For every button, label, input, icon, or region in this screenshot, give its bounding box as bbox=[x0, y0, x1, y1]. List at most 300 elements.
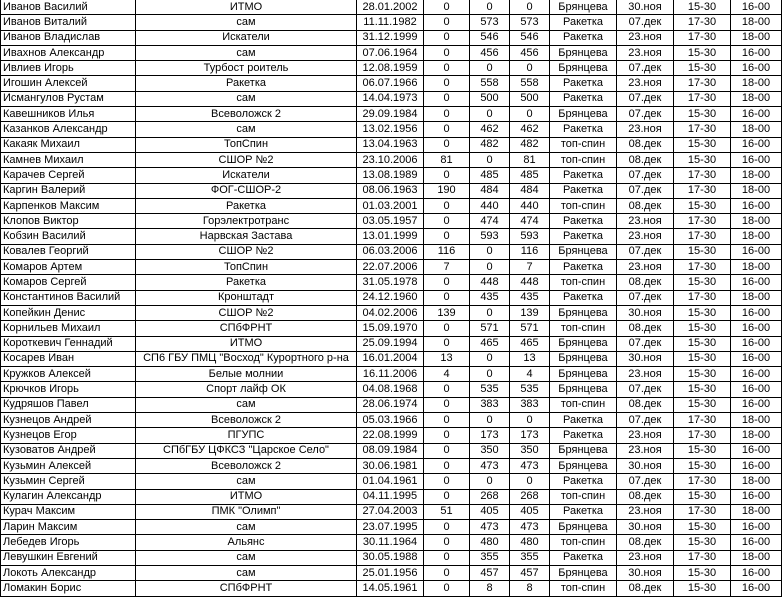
cell-rating-total[interactable]: 350 bbox=[510, 443, 550, 458]
cell-birth-date[interactable]: 24.12.1960 bbox=[357, 290, 424, 305]
cell-registration-time[interactable]: 15-30 bbox=[674, 336, 731, 351]
cell-tournament-date[interactable]: 30.ноя bbox=[617, 351, 674, 366]
cell-registration-time[interactable]: 17-30 bbox=[674, 474, 731, 489]
cell-rating-a[interactable]: 0 bbox=[424, 550, 470, 565]
cell-start-time[interactable]: 16-00 bbox=[731, 489, 782, 504]
cell-venue[interactable]: Брянцева bbox=[550, 443, 617, 458]
cell-venue[interactable]: Брянцева bbox=[550, 244, 617, 259]
cell-birth-date[interactable]: 28.01.2002 bbox=[357, 0, 424, 15]
cell-rating-a[interactable]: 139 bbox=[424, 305, 470, 320]
cell-birth-date[interactable]: 08.06.1963 bbox=[357, 183, 424, 198]
cell-rating-b[interactable]: 173 bbox=[470, 428, 510, 443]
cell-rating-b[interactable]: 448 bbox=[470, 275, 510, 290]
cell-tournament-date[interactable]: 23.ноя bbox=[617, 76, 674, 91]
cell-player-name[interactable]: Кузнецов Андрей bbox=[1, 413, 136, 428]
cell-player-name[interactable]: Карпенков Максим bbox=[1, 198, 136, 213]
cell-club[interactable]: Ракетка bbox=[136, 275, 357, 290]
cell-registration-time[interactable]: 15-30 bbox=[674, 581, 731, 596]
cell-rating-b[interactable]: 0 bbox=[470, 152, 510, 167]
cell-tournament-date[interactable]: 23.ноя bbox=[617, 428, 674, 443]
cell-birth-date[interactable]: 01.03.2001 bbox=[357, 198, 424, 213]
cell-venue[interactable]: Брянцева bbox=[550, 565, 617, 580]
cell-club[interactable]: ТопСпин bbox=[136, 260, 357, 275]
cell-birth-date[interactable]: 28.06.1974 bbox=[357, 397, 424, 412]
cell-tournament-date[interactable]: 07.дек bbox=[617, 61, 674, 76]
cell-rating-total[interactable]: 448 bbox=[510, 275, 550, 290]
cell-start-time[interactable]: 18-00 bbox=[731, 260, 782, 275]
cell-rating-a[interactable]: 0 bbox=[424, 520, 470, 535]
cell-rating-b[interactable]: 546 bbox=[470, 30, 510, 45]
cell-rating-b[interactable]: 435 bbox=[470, 290, 510, 305]
cell-tournament-date[interactable]: 07.дек bbox=[617, 15, 674, 30]
cell-registration-time[interactable]: 15-30 bbox=[674, 45, 731, 60]
cell-club[interactable]: сам bbox=[136, 550, 357, 565]
cell-rating-b[interactable]: 8 bbox=[470, 581, 510, 596]
cell-birth-date[interactable]: 29.09.1984 bbox=[357, 107, 424, 122]
cell-start-time[interactable]: 16-00 bbox=[731, 367, 782, 382]
cell-rating-total[interactable]: 435 bbox=[510, 290, 550, 305]
cell-registration-time[interactable]: 17-30 bbox=[674, 214, 731, 229]
cell-tournament-date[interactable]: 08.дек bbox=[617, 198, 674, 213]
cell-registration-time[interactable]: 15-30 bbox=[674, 0, 731, 15]
cell-rating-a[interactable]: 0 bbox=[424, 198, 470, 213]
cell-tournament-date[interactable]: 23.ноя bbox=[617, 260, 674, 275]
cell-player-name[interactable]: Комаров Сергей bbox=[1, 275, 136, 290]
cell-venue[interactable]: Ракетка bbox=[550, 15, 617, 30]
cell-rating-a[interactable]: 0 bbox=[424, 45, 470, 60]
cell-birth-date[interactable]: 06.07.1966 bbox=[357, 76, 424, 91]
cell-venue[interactable]: Ракетка bbox=[550, 168, 617, 183]
cell-tournament-date[interactable]: 23.ноя bbox=[617, 122, 674, 137]
cell-player-name[interactable]: Кулагин Александр bbox=[1, 489, 136, 504]
cell-rating-a[interactable]: 0 bbox=[424, 290, 470, 305]
cell-tournament-date[interactable]: 08.дек bbox=[617, 275, 674, 290]
cell-registration-time[interactable]: 15-30 bbox=[674, 137, 731, 152]
cell-rating-total[interactable]: 485 bbox=[510, 168, 550, 183]
cell-club[interactable]: Искатели bbox=[136, 168, 357, 183]
cell-rating-b[interactable]: 355 bbox=[470, 550, 510, 565]
cell-club[interactable]: сам bbox=[136, 397, 357, 412]
cell-start-time[interactable]: 18-00 bbox=[731, 214, 782, 229]
cell-birth-date[interactable]: 15.09.1970 bbox=[357, 321, 424, 336]
cell-rating-a[interactable]: 0 bbox=[424, 275, 470, 290]
cell-birth-date[interactable]: 04.08.1968 bbox=[357, 382, 424, 397]
cell-player-name[interactable]: Иванов Виталий bbox=[1, 15, 136, 30]
cell-birth-date[interactable]: 31.12.1999 bbox=[357, 30, 424, 45]
cell-rating-a[interactable]: 0 bbox=[424, 91, 470, 106]
cell-venue[interactable]: Ракетка bbox=[550, 122, 617, 137]
cell-venue[interactable]: Брянцева bbox=[550, 336, 617, 351]
cell-venue[interactable]: Ракетка bbox=[550, 428, 617, 443]
cell-venue[interactable]: Брянцева bbox=[550, 107, 617, 122]
cell-venue[interactable]: Ракетка bbox=[550, 183, 617, 198]
cell-player-name[interactable]: Локоть Александр bbox=[1, 565, 136, 580]
cell-birth-date[interactable]: 23.10.2006 bbox=[357, 152, 424, 167]
cell-start-time[interactable]: 18-00 bbox=[731, 91, 782, 106]
cell-rating-b[interactable]: 0 bbox=[470, 305, 510, 320]
cell-club[interactable]: сам bbox=[136, 520, 357, 535]
cell-venue[interactable]: Брянцева bbox=[550, 382, 617, 397]
cell-rating-total[interactable]: 473 bbox=[510, 520, 550, 535]
cell-rating-a[interactable]: 7 bbox=[424, 260, 470, 275]
cell-rating-b[interactable]: 405 bbox=[470, 504, 510, 519]
cell-rating-total[interactable]: 480 bbox=[510, 535, 550, 550]
cell-birth-date[interactable]: 30.05.1988 bbox=[357, 550, 424, 565]
cell-start-time[interactable]: 16-00 bbox=[731, 397, 782, 412]
cell-registration-time[interactable]: 15-30 bbox=[674, 198, 731, 213]
cell-rating-total[interactable]: 0 bbox=[510, 413, 550, 428]
cell-club[interactable]: сам bbox=[136, 91, 357, 106]
cell-venue[interactable]: Ракетка bbox=[550, 413, 617, 428]
cell-rating-total[interactable]: 268 bbox=[510, 489, 550, 504]
cell-registration-time[interactable]: 15-30 bbox=[674, 397, 731, 412]
cell-player-name[interactable]: Короткевич Геннадий bbox=[1, 336, 136, 351]
cell-tournament-date[interactable]: 08.дек bbox=[617, 397, 674, 412]
cell-tournament-date[interactable]: 23.ноя bbox=[617, 30, 674, 45]
cell-birth-date[interactable]: 22.07.2006 bbox=[357, 260, 424, 275]
cell-birth-date[interactable]: 14.05.1961 bbox=[357, 581, 424, 596]
cell-rating-total[interactable]: 405 bbox=[510, 504, 550, 519]
cell-rating-a[interactable]: 0 bbox=[424, 565, 470, 580]
cell-rating-total[interactable]: 473 bbox=[510, 458, 550, 473]
cell-rating-total[interactable]: 139 bbox=[510, 305, 550, 320]
cell-club[interactable]: СШОР №2 bbox=[136, 152, 357, 167]
cell-venue[interactable]: Брянцева bbox=[550, 351, 617, 366]
cell-start-time[interactable]: 16-00 bbox=[731, 61, 782, 76]
cell-player-name[interactable]: Исмангулов Рустам bbox=[1, 91, 136, 106]
cell-start-time[interactable]: 18-00 bbox=[731, 504, 782, 519]
cell-rating-b[interactable]: 474 bbox=[470, 214, 510, 229]
cell-rating-total[interactable]: 0 bbox=[510, 107, 550, 122]
cell-start-time[interactable]: 16-00 bbox=[731, 0, 782, 15]
cell-registration-time[interactable]: 15-30 bbox=[674, 107, 731, 122]
cell-start-time[interactable]: 16-00 bbox=[731, 305, 782, 320]
cell-tournament-date[interactable]: 23.ноя bbox=[617, 550, 674, 565]
cell-tournament-date[interactable]: 23.ноя bbox=[617, 214, 674, 229]
cell-club[interactable]: Искатели bbox=[136, 30, 357, 45]
cell-rating-total[interactable]: 173 bbox=[510, 428, 550, 443]
cell-venue[interactable]: Брянцева bbox=[550, 458, 617, 473]
cell-club[interactable]: ИТМО bbox=[136, 336, 357, 351]
cell-registration-time[interactable]: 15-30 bbox=[674, 520, 731, 535]
cell-player-name[interactable]: Косарев Иван bbox=[1, 351, 136, 366]
cell-tournament-date[interactable]: 07.дек bbox=[617, 244, 674, 259]
cell-rating-b[interactable]: 268 bbox=[470, 489, 510, 504]
cell-tournament-date[interactable]: 08.дек bbox=[617, 535, 674, 550]
cell-rating-a[interactable]: 0 bbox=[424, 581, 470, 596]
cell-rating-b[interactable]: 383 bbox=[470, 397, 510, 412]
cell-registration-time[interactable]: 17-30 bbox=[674, 229, 731, 244]
cell-club[interactable]: Ракетка bbox=[136, 198, 357, 213]
cell-rating-a[interactable]: 81 bbox=[424, 152, 470, 167]
cell-rating-b[interactable]: 482 bbox=[470, 137, 510, 152]
cell-club[interactable]: сам bbox=[136, 565, 357, 580]
cell-start-time[interactable]: 16-00 bbox=[731, 198, 782, 213]
cell-player-name[interactable]: Камнев Михаил bbox=[1, 152, 136, 167]
cell-club[interactable]: СП6 ГБУ ПМЦ "Восход" Курортного р-на bbox=[136, 351, 357, 366]
cell-player-name[interactable]: Кавешников Илья bbox=[1, 107, 136, 122]
cell-rating-b[interactable]: 571 bbox=[470, 321, 510, 336]
cell-rating-b[interactable]: 473 bbox=[470, 458, 510, 473]
cell-club[interactable]: ПМК "Олимп" bbox=[136, 504, 357, 519]
cell-club[interactable]: Спорт лайф ОК bbox=[136, 382, 357, 397]
cell-rating-a[interactable]: 0 bbox=[424, 458, 470, 473]
cell-player-name[interactable]: Клопов Виктор bbox=[1, 214, 136, 229]
cell-rating-a[interactable]: 0 bbox=[424, 214, 470, 229]
cell-registration-time[interactable]: 17-30 bbox=[674, 15, 731, 30]
cell-rating-a[interactable]: 0 bbox=[424, 30, 470, 45]
cell-start-time[interactable]: 16-00 bbox=[731, 336, 782, 351]
cell-start-time[interactable]: 18-00 bbox=[731, 30, 782, 45]
cell-player-name[interactable]: Корнильев Михаил bbox=[1, 321, 136, 336]
cell-tournament-date[interactable]: 07.дек bbox=[617, 382, 674, 397]
cell-rating-a[interactable]: 0 bbox=[424, 443, 470, 458]
cell-tournament-date[interactable]: 07.дек bbox=[617, 474, 674, 489]
cell-tournament-date[interactable]: 30.ноя bbox=[617, 458, 674, 473]
cell-rating-b[interactable]: 465 bbox=[470, 336, 510, 351]
cell-tournament-date[interactable]: 07.дек bbox=[617, 91, 674, 106]
cell-start-time[interactable]: 18-00 bbox=[731, 183, 782, 198]
cell-venue[interactable]: Ракетка bbox=[550, 30, 617, 45]
cell-rating-b[interactable]: 0 bbox=[470, 474, 510, 489]
cell-rating-total[interactable]: 535 bbox=[510, 382, 550, 397]
cell-start-time[interactable]: 16-00 bbox=[731, 565, 782, 580]
cell-start-time[interactable]: 18-00 bbox=[731, 290, 782, 305]
cell-rating-b[interactable]: 350 bbox=[470, 443, 510, 458]
cell-tournament-date[interactable]: 07.дек bbox=[617, 107, 674, 122]
cell-tournament-date[interactable]: 23.ноя bbox=[617, 45, 674, 60]
cell-start-time[interactable]: 16-00 bbox=[731, 275, 782, 290]
cell-registration-time[interactable]: 15-30 bbox=[674, 351, 731, 366]
cell-tournament-date[interactable]: 23.ноя bbox=[617, 443, 674, 458]
cell-rating-a[interactable]: 0 bbox=[424, 474, 470, 489]
cell-rating-b[interactable]: 440 bbox=[470, 198, 510, 213]
cell-player-name[interactable]: Какаяк Михаил bbox=[1, 137, 136, 152]
cell-club[interactable]: Турбост роитель bbox=[136, 61, 357, 76]
cell-club[interactable]: ИТМО bbox=[136, 489, 357, 504]
cell-registration-time[interactable]: 15-30 bbox=[674, 275, 731, 290]
cell-venue[interactable]: топ-спин bbox=[550, 137, 617, 152]
cell-club[interactable]: Ракетка bbox=[136, 76, 357, 91]
cell-rating-b[interactable]: 0 bbox=[470, 0, 510, 15]
cell-rating-b[interactable]: 535 bbox=[470, 382, 510, 397]
cell-birth-date[interactable]: 04.11.1995 bbox=[357, 489, 424, 504]
cell-tournament-date[interactable]: 30.ноя bbox=[617, 565, 674, 580]
cell-player-name[interactable]: Левушкин Евгений bbox=[1, 550, 136, 565]
cell-birth-date[interactable]: 01.04.1961 bbox=[357, 474, 424, 489]
cell-birth-date[interactable]: 03.05.1957 bbox=[357, 214, 424, 229]
cell-start-time[interactable]: 16-00 bbox=[731, 152, 782, 167]
cell-player-name[interactable]: Ларин Максим bbox=[1, 520, 136, 535]
cell-venue[interactable]: Брянцева bbox=[550, 61, 617, 76]
cell-player-name[interactable]: Каргин Валерий bbox=[1, 183, 136, 198]
cell-club[interactable]: Белые молнии bbox=[136, 367, 357, 382]
cell-venue[interactable]: топ-спин bbox=[550, 152, 617, 167]
cell-player-name[interactable]: Комаров Артем bbox=[1, 260, 136, 275]
cell-player-name[interactable]: Ивлиев Игорь bbox=[1, 61, 136, 76]
cell-rating-total[interactable]: 462 bbox=[510, 122, 550, 137]
cell-player-name[interactable]: Курач Максим bbox=[1, 504, 136, 519]
cell-birth-date[interactable]: 16.01.2004 bbox=[357, 351, 424, 366]
cell-player-name[interactable]: Казанков Александр bbox=[1, 122, 136, 137]
cell-rating-b[interactable]: 485 bbox=[470, 168, 510, 183]
cell-rating-total[interactable]: 355 bbox=[510, 550, 550, 565]
cell-birth-date[interactable]: 05.03.1966 bbox=[357, 413, 424, 428]
cell-tournament-date[interactable]: 08.дек bbox=[617, 489, 674, 504]
cell-tournament-date[interactable]: 08.дек bbox=[617, 581, 674, 596]
cell-club[interactable]: Альянс bbox=[136, 535, 357, 550]
cell-registration-time[interactable]: 15-30 bbox=[674, 244, 731, 259]
cell-player-name[interactable]: Крючков Игорь bbox=[1, 382, 136, 397]
cell-start-time[interactable]: 16-00 bbox=[731, 107, 782, 122]
cell-club[interactable]: ТопСпин bbox=[136, 137, 357, 152]
cell-tournament-date[interactable]: 07.дек bbox=[617, 336, 674, 351]
cell-player-name[interactable]: Кузнецов Егор bbox=[1, 428, 136, 443]
cell-rating-total[interactable]: 0 bbox=[510, 61, 550, 76]
cell-venue[interactable]: Ракетка bbox=[550, 504, 617, 519]
cell-player-name[interactable]: Кузоватов Андрей bbox=[1, 443, 136, 458]
cell-rating-a[interactable]: 51 bbox=[424, 504, 470, 519]
cell-birth-date[interactable]: 06.03.2006 bbox=[357, 244, 424, 259]
cell-rating-total[interactable]: 482 bbox=[510, 137, 550, 152]
cell-rating-b[interactable]: 500 bbox=[470, 91, 510, 106]
cell-rating-b[interactable]: 0 bbox=[470, 260, 510, 275]
cell-rating-a[interactable]: 0 bbox=[424, 489, 470, 504]
cell-birth-date[interactable]: 04.02.2006 bbox=[357, 305, 424, 320]
cell-birth-date[interactable]: 13.04.1963 bbox=[357, 137, 424, 152]
cell-rating-a[interactable]: 0 bbox=[424, 137, 470, 152]
cell-player-name[interactable]: Копейкин Денис bbox=[1, 305, 136, 320]
cell-tournament-date[interactable]: 08.дек bbox=[617, 152, 674, 167]
cell-start-time[interactable]: 18-00 bbox=[731, 168, 782, 183]
cell-club[interactable]: Всеволожск 2 bbox=[136, 458, 357, 473]
cell-rating-total[interactable]: 571 bbox=[510, 321, 550, 336]
cell-club[interactable]: СШОР №2 bbox=[136, 305, 357, 320]
cell-rating-b[interactable]: 0 bbox=[470, 367, 510, 382]
cell-rating-a[interactable]: 0 bbox=[424, 76, 470, 91]
cell-rating-b[interactable]: 456 bbox=[470, 45, 510, 60]
cell-birth-date[interactable]: 30.11.1964 bbox=[357, 535, 424, 550]
cell-rating-b[interactable]: 593 bbox=[470, 229, 510, 244]
cell-rating-a[interactable]: 0 bbox=[424, 382, 470, 397]
cell-tournament-date[interactable]: 23.ноя bbox=[617, 229, 674, 244]
cell-rating-b[interactable]: 473 bbox=[470, 520, 510, 535]
cell-start-time[interactable]: 16-00 bbox=[731, 351, 782, 366]
cell-venue[interactable]: топ-спин bbox=[550, 535, 617, 550]
cell-club[interactable]: ФОГ-СШОР-2 bbox=[136, 183, 357, 198]
cell-start-time[interactable]: 16-00 bbox=[731, 321, 782, 336]
cell-birth-date[interactable]: 27.04.2003 bbox=[357, 504, 424, 519]
cell-venue[interactable]: топ-спин bbox=[550, 489, 617, 504]
cell-venue[interactable]: Ракетка bbox=[550, 474, 617, 489]
cell-rating-total[interactable]: 456 bbox=[510, 45, 550, 60]
cell-rating-total[interactable]: 573 bbox=[510, 15, 550, 30]
cell-player-name[interactable]: Ковалев Георгий bbox=[1, 244, 136, 259]
cell-rating-b[interactable]: 0 bbox=[470, 244, 510, 259]
cell-player-name[interactable]: Кобзин Василий bbox=[1, 229, 136, 244]
cell-registration-time[interactable]: 15-30 bbox=[674, 535, 731, 550]
cell-tournament-date[interactable]: 30.ноя bbox=[617, 520, 674, 535]
cell-registration-time[interactable]: 17-30 bbox=[674, 91, 731, 106]
cell-registration-time[interactable]: 15-30 bbox=[674, 367, 731, 382]
cell-rating-total[interactable]: 500 bbox=[510, 91, 550, 106]
cell-start-time[interactable]: 16-00 bbox=[731, 45, 782, 60]
cell-rating-b[interactable]: 0 bbox=[470, 413, 510, 428]
cell-player-name[interactable]: Кузьмин Сергей bbox=[1, 474, 136, 489]
cell-rating-total[interactable]: 116 bbox=[510, 244, 550, 259]
cell-rating-total[interactable]: 7 bbox=[510, 260, 550, 275]
cell-registration-time[interactable]: 17-30 bbox=[674, 428, 731, 443]
cell-rating-b[interactable]: 462 bbox=[470, 122, 510, 137]
cell-registration-time[interactable]: 17-30 bbox=[674, 168, 731, 183]
cell-rating-a[interactable]: 0 bbox=[424, 15, 470, 30]
cell-rating-total[interactable]: 13 bbox=[510, 351, 550, 366]
cell-birth-date[interactable]: 25.01.1956 bbox=[357, 565, 424, 580]
cell-venue[interactable]: топ-спин bbox=[550, 397, 617, 412]
cell-start-time[interactable]: 18-00 bbox=[731, 76, 782, 91]
cell-tournament-date[interactable]: 07.дек bbox=[617, 183, 674, 198]
cell-club[interactable]: Всеволожск 2 bbox=[136, 413, 357, 428]
cell-rating-b[interactable]: 573 bbox=[470, 15, 510, 30]
cell-birth-date[interactable]: 11.11.1982 bbox=[357, 15, 424, 30]
cell-start-time[interactable]: 16-00 bbox=[731, 535, 782, 550]
cell-club[interactable]: ИТМО bbox=[136, 0, 357, 15]
cell-registration-time[interactable]: 17-30 bbox=[674, 504, 731, 519]
cell-rating-total[interactable]: 474 bbox=[510, 214, 550, 229]
cell-club[interactable]: СПбФРНТ bbox=[136, 321, 357, 336]
cell-player-name[interactable]: Иванов Василий bbox=[1, 0, 136, 15]
cell-start-time[interactable]: 16-00 bbox=[731, 382, 782, 397]
cell-rating-total[interactable]: 457 bbox=[510, 565, 550, 580]
cell-rating-b[interactable]: 457 bbox=[470, 565, 510, 580]
cell-club[interactable]: СШОР №2 bbox=[136, 244, 357, 259]
cell-rating-total[interactable]: 383 bbox=[510, 397, 550, 412]
cell-tournament-date[interactable]: 08.дек bbox=[617, 321, 674, 336]
cell-registration-time[interactable]: 15-30 bbox=[674, 458, 731, 473]
cell-club[interactable]: сам bbox=[136, 45, 357, 60]
cell-birth-date[interactable]: 16.11.2006 bbox=[357, 367, 424, 382]
cell-player-name[interactable]: Кружков Алексей bbox=[1, 367, 136, 382]
cell-birth-date[interactable]: 08.09.1984 bbox=[357, 443, 424, 458]
cell-registration-time[interactable]: 15-30 bbox=[674, 443, 731, 458]
cell-registration-time[interactable]: 17-30 bbox=[674, 550, 731, 565]
cell-rating-a[interactable]: 0 bbox=[424, 107, 470, 122]
cell-rating-a[interactable]: 0 bbox=[424, 397, 470, 412]
cell-rating-a[interactable]: 0 bbox=[424, 229, 470, 244]
cell-venue[interactable]: Ракетка bbox=[550, 290, 617, 305]
cell-player-name[interactable]: Кудряшов Павел bbox=[1, 397, 136, 412]
cell-birth-date[interactable]: 12.08.1959 bbox=[357, 61, 424, 76]
cell-rating-total[interactable]: 81 bbox=[510, 152, 550, 167]
cell-registration-time[interactable]: 17-30 bbox=[674, 122, 731, 137]
cell-tournament-date[interactable]: 23.ноя bbox=[617, 367, 674, 382]
cell-rating-total[interactable]: 558 bbox=[510, 76, 550, 91]
cell-birth-date[interactable]: 13.08.1989 bbox=[357, 168, 424, 183]
cell-registration-time[interactable]: 17-30 bbox=[674, 290, 731, 305]
cell-rating-total[interactable]: 546 bbox=[510, 30, 550, 45]
cell-rating-a[interactable]: 190 bbox=[424, 183, 470, 198]
cell-club[interactable]: СПбФРНТ bbox=[136, 581, 357, 596]
cell-venue[interactable]: Ракетка bbox=[550, 214, 617, 229]
cell-player-name[interactable]: Лебедев Игорь bbox=[1, 535, 136, 550]
cell-rating-a[interactable]: 0 bbox=[424, 122, 470, 137]
cell-registration-time[interactable]: 15-30 bbox=[674, 489, 731, 504]
cell-registration-time[interactable]: 17-30 bbox=[674, 413, 731, 428]
cell-rating-a[interactable]: 0 bbox=[424, 0, 470, 15]
cell-start-time[interactable]: 18-00 bbox=[731, 229, 782, 244]
cell-rating-b[interactable]: 0 bbox=[470, 351, 510, 366]
cell-registration-time[interactable]: 17-30 bbox=[674, 183, 731, 198]
